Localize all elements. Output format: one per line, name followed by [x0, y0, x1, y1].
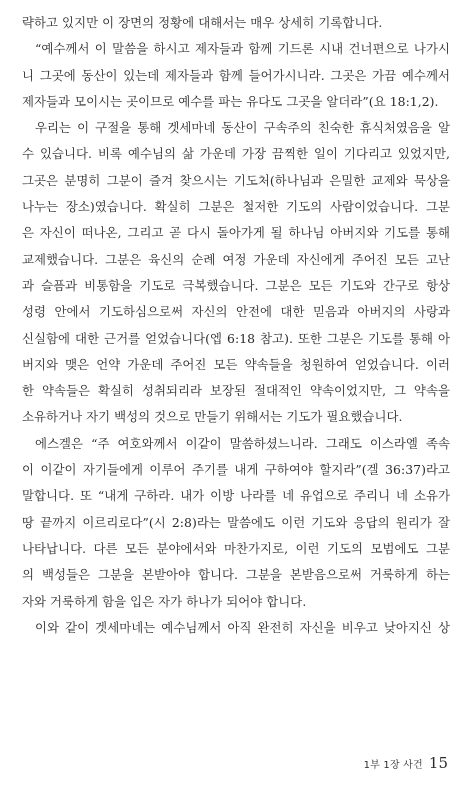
paragraph-3: [22, 115, 450, 431]
text-line: 략하고 있지만 이 장면의 정황에 대해서는 매우 상세히 기록합니다.: [22, 15, 383, 30]
paragraph-1: [22, 10, 450, 36]
text-line: 그곳은 분명히 그분이 즐겨 찾으시는 기도처(하나님과 은밀한 교제와 묵상을: [22, 172, 450, 188]
text-line: 나타납니다. 다른 모든 분야에서와 마찬가지로, 이런 기도의 모범에도 그분: [22, 540, 450, 556]
text-line: 자와 거룩하게 함을 입은 자가 하나가 되어야 합니다.: [22, 593, 307, 609]
text-line: 말합니다. 또 “내게 구하라. 내가 이방 나라를 네 유업으로 주리니 네 소유가: [22, 488, 450, 504]
page-number: 15: [428, 754, 448, 772]
paragraph-5: [22, 615, 450, 641]
paragraph-4: [22, 431, 450, 615]
text-line: 소유하거나 자기 백성의 것으로 만들기 위해서는 기도가 필요했습니다.: [22, 409, 403, 425]
text-line: 과 슬픔과 비통함을 기도로 극복했습니다. 그분은 모든 기도와 간구로 항상: [22, 277, 450, 293]
text-line: 이와 같이 겟세마네는 예수님께서 아직 완전히 자신을 비우고 낮아지신 상: [35, 619, 450, 635]
text-line: 신실함에 대한 근거를 얻었습니다(엡 6:18 참고). 또한 그분은 기도를 통해 아: [22, 330, 450, 346]
text-line: 땅 끝까지 이르리로다”(시 2:8)라는 말씀에도 이런 기도와 응답의 원리가 잘: [22, 514, 450, 530]
text-line: 버지와 맺은 언약 가운데 주어진 모든 약속들을 청원하여 얻었습니다. 이러: [22, 356, 450, 372]
text-line: 니 그곳에 동산이 있는데 제자들과 함께 들어가시니라. 그곳은 가끔 예수께서: [22, 67, 450, 83]
text-line: 이 이같이 자기들에게 이루어 주기를 내게 구하여야 할지라”(겔 36:37)라고: [22, 462, 450, 478]
paragraph-2: [22, 36, 450, 115]
text-line: 나누는 장소)였습니다. 확실히 그분은 철저한 기도의 사람이었습니다. 그분: [22, 199, 450, 215]
text-line: 한 약속들은 확실히 성취되리라 보장된 절대적인 약속이었지만, 그 약속을: [22, 383, 450, 399]
text-line: 수 있습니다. 비록 예수님의 삶 가운데 가장 끔찍한 일이 기다리고 있었지만,: [22, 146, 450, 162]
page-footer: [364, 754, 448, 772]
page-body: [22, 10, 450, 641]
text-line: 은 자신이 떠나온, 그리고 곧 다시 돌아가게 될 하나님 아버지와 기도를 통해: [22, 225, 450, 241]
text-line: 우리는 이 구절을 통해 겟세마네 동산이 구속주의 친숙한 휴식처였음을 알: [35, 120, 450, 136]
text-line: 의 백성들은 그분을 본받아야 합니다. 그분을 본받음으로써 거룩하게 하는: [22, 567, 450, 583]
text-line: 교제했습니다. 그분은 육신의 순례 여정 가운데 자신에게 주어진 모든 고난: [22, 251, 450, 267]
text-line: “예수께서 이 말씀을 하시고 제자들과 함께 기드론 시내 건너편으로 나가시: [35, 41, 450, 57]
text-line: 에스겔은 “주 여호와께서 이같이 말씀하셨느니라. 그래도 이스라엘 족속: [35, 435, 450, 451]
running-footer-section: 1부 1장 사건: [363, 760, 423, 771]
text-line: 제자들과 모이시는 곳이므로 예수를 파는 유다도 그곳을 알더라”(요 18:1,2).: [22, 93, 439, 109]
text-line: 성령 안에서 기도하심으로써 자신의 안전에 대한 믿음과 아버지의 사랑과: [22, 304, 450, 320]
